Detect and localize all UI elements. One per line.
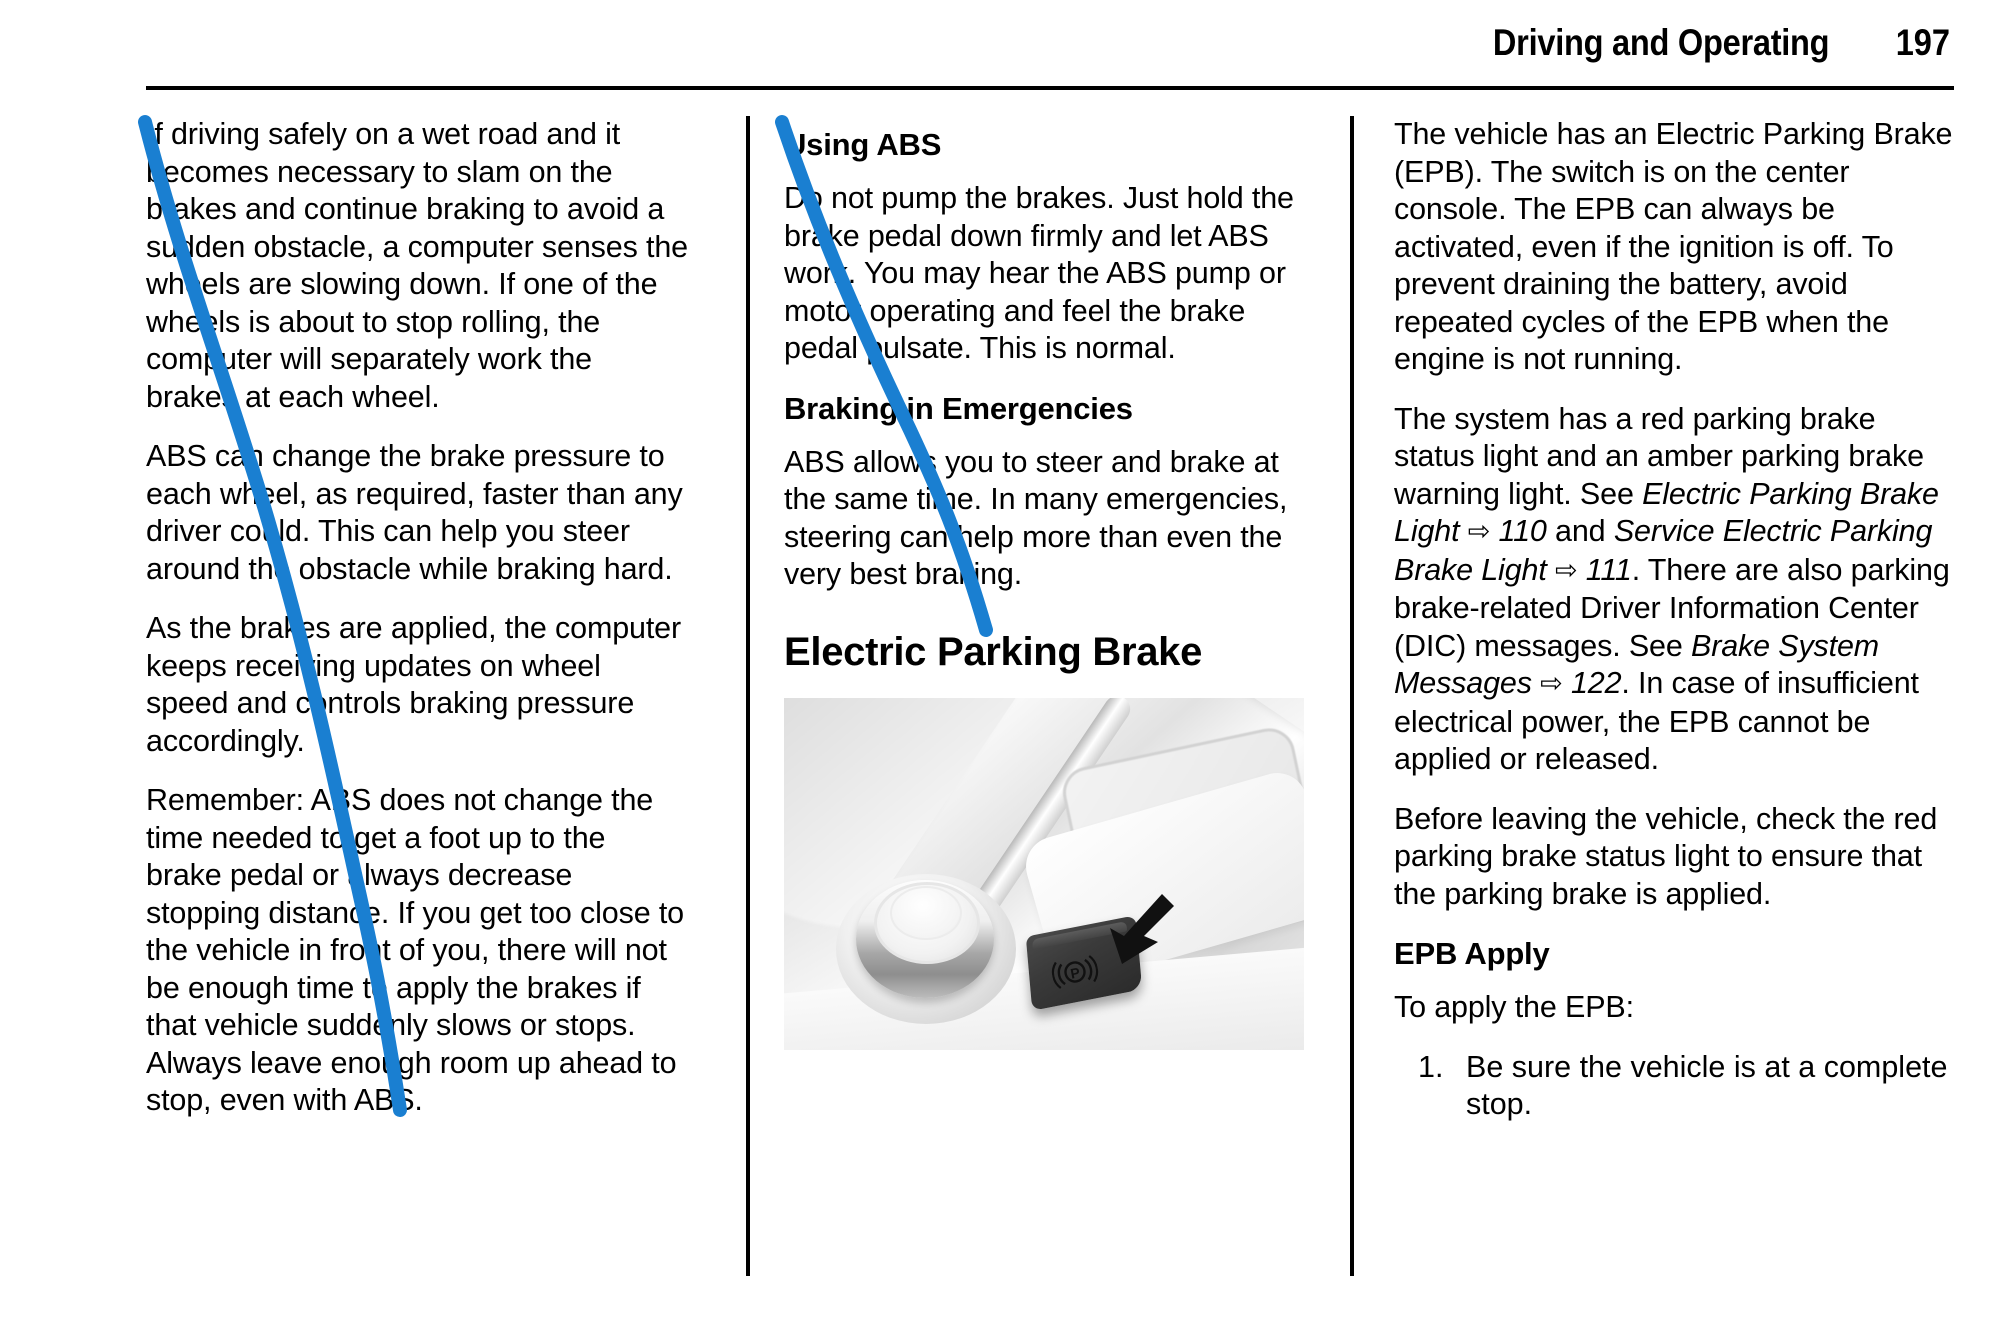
paragraph-abs-pressure: ABS can change the brake pressure to each wheel, as required, faster than any driver could. This can help you steer around the obstacle while braking hard.: [146, 439, 683, 586]
xref-page-110: 110: [1498, 514, 1547, 548]
figure-epb-switch-photo: [784, 698, 1304, 1050]
column-two: [746, 116, 1350, 1276]
paragraph-epb-overview: The vehicle has an Electric Parking Brake (EPB). The switch is on the center console. The EPB can always be activated, even if the ignition is off. To prevent draining the battery, avoid repeated cycles of the EPB when the engine is not running.: [1394, 117, 1953, 376]
svg-text:P: P: [1069, 963, 1082, 982]
header-divider-rule: [146, 86, 1954, 90]
header-content: [1470, 22, 1954, 64]
heading-electric-parking-brake: Electric Parking Brake: [784, 629, 1203, 674]
xref-brake-system-messages: Brake System Messages: [1394, 628, 1880, 700]
xref-service-electric-parking-brake-light: Service Electric Parking Brake Light: [1394, 514, 1933, 587]
console-knob-cap: [890, 886, 962, 940]
heading-using-abs: Using ABS: [784, 127, 942, 162]
epb-apply-steps: [1394, 1049, 1954, 1124]
column-one: [146, 116, 746, 1276]
callout-arrow-icon: [1104, 892, 1176, 968]
xref-arrow-icon-2: ⇨: [1554, 554, 1578, 585]
xref-page-111: 111: [1585, 552, 1632, 587]
paragraph-abs-wet-road: If driving safely on a wet road and it becomes necessary to slam on the brakes and continue braking to avoid a sudden obstacle, a computer senses the wheels are slowing down. If one of the wheels is about to stop rolling, the computer will separately work the brakes at each wheel.: [146, 117, 688, 414]
xref-arrow-icon-1: ⇨: [1467, 516, 1491, 546]
heading-epb-apply: EPB Apply: [1394, 936, 1550, 971]
xref-arrow-icon-3: ⇨: [1540, 668, 1563, 698]
xref-text-part-1: The system has a red parking brake status light and an amber parking brake warning light. See: [1394, 401, 1924, 511]
xref-text-part-3: . There are also parking brake-related Driver Information Center (DIC) messages. See: [1394, 552, 1950, 663]
page-header: [0, 0, 2000, 90]
paragraph-epb-lights: [1394, 401, 1954, 779]
parking-brake-p-icon: [1049, 947, 1102, 995]
page-title: Driving and Operating: [1492, 22, 1830, 63]
xref-page-122: 122: [1570, 666, 1622, 700]
list-item: Be sure the vehicle is at a complete stop.: [1466, 1049, 1948, 1121]
paragraph-braking-in-emergencies: ABS allows you to steer and brake at the same time. In many emergencies, steering can help more than even the very best braking.: [784, 444, 1288, 591]
paragraph-to-apply-epb: To apply the EPB:: [1394, 990, 1634, 1024]
page-columns: [146, 116, 1954, 1276]
xref-text-part-4: . In case of insufficient electrical power, the EPB cannot be applied or released.: [1394, 666, 1919, 776]
paragraph-abs-updates: As the brakes are applied, the computer keeps receiving updates on wheel speed and controls braking pressure accordingly.: [146, 611, 681, 758]
paragraph-abs-remember: Remember: ABS does not change the time needed to get a foot up to the brake pedal or always decrease stopping distance. If you get too close to the vehicle in front of you, there will not be enough time to apply the brakes if that vehicle suddenly slows or stops. Always leave enough room up ahead to stop, even with ABS.: [146, 783, 684, 1117]
paragraph-using-abs: Do not pump the brakes. Just hold the brake pedal down firmly and let ABS work. You may hear the ABS pump or motor operating and feel the brake pedal pulsate. This is normal.: [784, 181, 1294, 365]
xref-electric-parking-brake-light: Electric Parking Brake Light: [1394, 476, 1939, 548]
xref-text-part-2: and: [1546, 514, 1614, 548]
paragraph-before-leaving-vehicle: Before leaving the vehicle, check the red parking brake status light to ensure that the parking brake is applied.: [1394, 801, 1938, 911]
column-three: [1350, 116, 1954, 1276]
heading-braking-in-emergencies: Braking in Emergencies: [784, 390, 1133, 426]
page-number: 197: [1895, 22, 1951, 63]
